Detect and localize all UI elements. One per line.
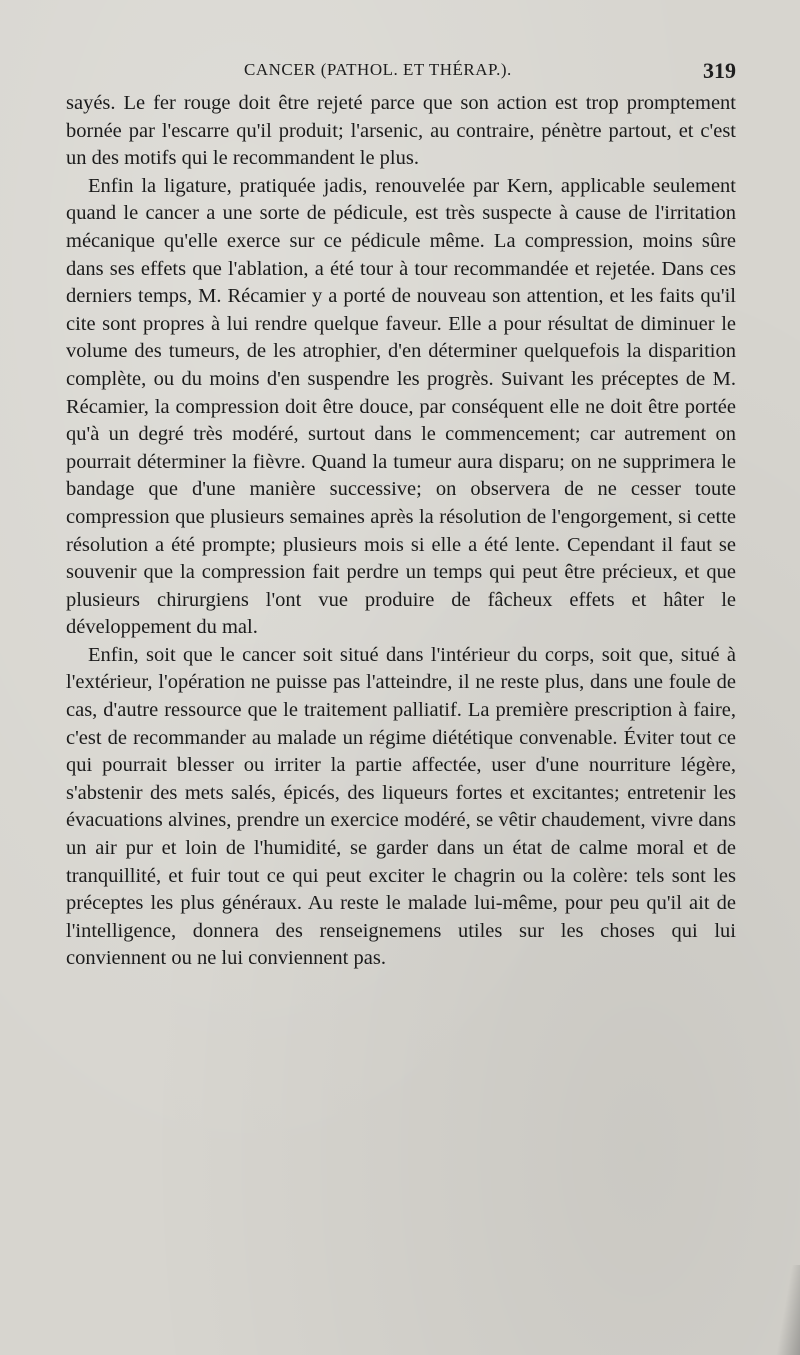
running-title: CANCER (PATHOL. ET THÉRAP.).	[244, 60, 512, 79]
page-number: 319	[703, 58, 736, 83]
paragraph-palliative-treatment: Enfin, soit que le cancer soit situé dans l'intérieur du corps, soit que, situé à l'extérieur, l'opération ne puisse pas l'atteindre, il ne reste plus, dans une foule de cas, d'autre ressource que le traitement palliatif. La première prescription à faire, c'est de recommander au malade un régime diététique convenable. Éviter tout ce qui pourrait blesser ou irriter la partie affectée, user d'une nourriture légère, s'abstenir des mets salés, épicés, des liqueurs fortes et excitantes; entretenir les évacuations alvines, prendre un exercice modéré, se vêtir chaudement, vivre dans un air pur et loin de l'humidité, se garder dans un état de calme moral et de tranquillité, et fuir tout ce qui peut exciter le chagrin ou la colère: tels sont les préceptes les plus généraux. Au reste le malade lui-même, pour peu qu'il ait de l'intelligence, donnera des renseignemens utiles sur les choses qui lui conviennent ou ne lui conviennent pas.	[66, 643, 736, 970]
page-corner-shadow	[776, 1265, 800, 1355]
body-text	[66, 90, 736, 973]
running-head	[66, 58, 736, 86]
paragraph-continuation: sayés. Le fer rouge doit être rejeté parce que son action est trop promptement bornée par l'escarre qu'il produit; l'arsenic, au contraire, pénètre partout, et c'est un des motifs qui le recommandent le plus.	[66, 92, 736, 170]
paragraph-ligature-compression: Enfin la ligature, pratiquée jadis, renouvelée par Kern, applicable seulement quand le cancer a une sorte de pédicule, est très suspecte à cause de l'irritation mécanique qu'elle exerce sur ce pédicule même. La compression, moins sûre dans ses effets que l'ablation, a été tour à tour recommandée et rejetée. Dans ces derniers temps, M. Récamier y a porté de nouveau son attention, et les faits qu'il cite sont propres à lui rendre quelque faveur. Elle a pour résultat de diminuer le volume des tumeurs, de les atrophier, d'en déterminer quelquefois la disparition complète, ou du moins d'en suspendre les progrès. Suivant les préceptes de M. Récamier, la compression doit être douce, par conséquent elle ne doit être portée qu'à un degré très modéré, surtout dans le commencement; car autrement on pourrait déterminer la fièvre. Quand la tumeur aura disparu; on ne supprimera le bandage que d'une manière successive; on observera de ne cesser toute compression que plusieurs semaines après la résolution de l'engorgement, si cette résolution a été prompte; plusieurs mois si elle a été lente. Cependant il faut se souvenir que la compression fait perdre un temps qui peut être précieux, et que plusieurs chirurgiens l'ont vue produire de fâcheux effets et hâter le développement du mal.	[66, 174, 736, 639]
